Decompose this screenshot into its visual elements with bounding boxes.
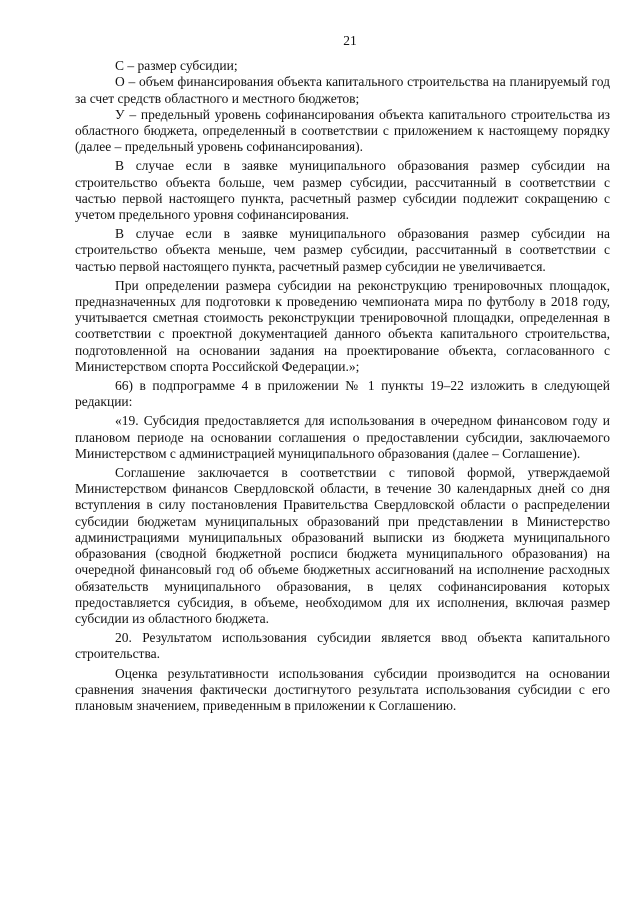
paragraph: При определении размера субсидии на реконструкцию тренировочных площадок, предназначенных для подготовки к проведению чемпионата мира по футболу в 2018 году, учитывается сметная стоимость реконструкции тренировочной площадки, определенная в соответствии с проектной документацией данного объекта капитального строительства, подготовленной на основании задания на проектирование объекта, согласованного с Министерством спорта Российской Федерации.»; [75,277,610,374]
paragraph: О – объем финансирования объекта капитального строительства на планируемый год за счет средств областного и местного бюджетов; [75,74,610,106]
paragraph: В случае если в заявке муниципального образования размер субсидии на строительство объекта меньше, чем размер субсидии, рассчитанный в соответствии с частью первой настоящего пункта, расчетный размер субсидии не увеличивается. [75,226,610,274]
paragraph: 20. Результатом использования субсидии является ввод объекта капитального строительства. [75,630,610,662]
paragraph: В случае если в заявке муниципального образования размер субсидии на строительство объекта больше, чем размер субсидии, рассчитанный в соответствии с частью первой настоящего пункта, расчетный размер субсидии подлежит сокращению с учетом предельного уровня софинансирования. [75,158,610,223]
paragraph: Соглашение заключается в соответствии с типовой формой, утверждаемой Министерством финансов Свердловской области, в течение 30 календарных дней со дня вступления в силу постановления Правительства Свердловской области о распределении субсидии бюджетам муниципальных образований при представлении в Министерство администрациями муниципальных образований выписки из бюджета муниципального образования (сводной бюджетной росписи бюджета муниципального образования) на очередной финансовый год об объеме бюджетных ассигнований на исполнение расходных обязательств муниципального образования, в целях софинансирования которых предоставляется субсидия, в объеме, необходимом для их исполнения, включая размер субсидии из областного бюджета. [75,465,610,626]
paragraph: У – предельный уровень софинансирования объекта капитального строительства из областного бюджета, определенный в соответствии с приложением к настоящему порядку (далее – предельный уровень софинансирования). [75,106,610,155]
document-page [75,33,610,714]
page-number: 21 [343,33,357,48]
paragraph: «19. Субсидия предоставляется для использования в очередном финансовом году и плановом периоде на основании соглашения о предоставлении субсидии, заключаемого Министерством с администрацией муниципального образования (далее – Соглашение). [75,413,610,461]
paragraph: С – размер субсидии; [115,58,238,74]
paragraph: 66) в подпрограмме 4 в приложении № 1 пункты 19–22 изложить в следующей редакции: [75,378,610,410]
paragraph: Оценка результативности использования субсидии производится на основании сравнения значения фактически достигнутого результата использования субсидии с его плановым значением, приведенным в приложении к Соглашению. [75,665,610,713]
